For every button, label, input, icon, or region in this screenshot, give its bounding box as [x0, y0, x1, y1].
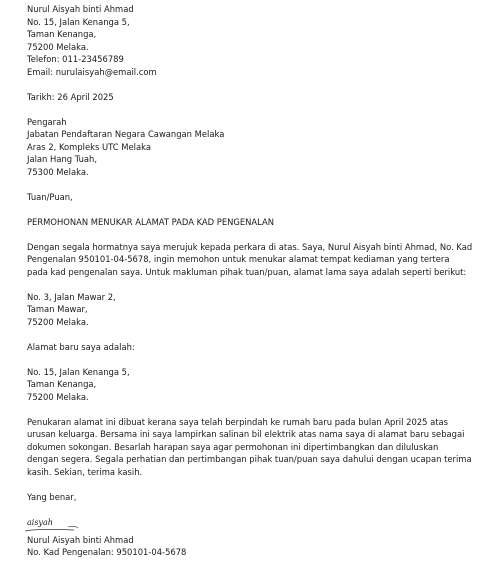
- old-address-line-3: 75200 Melaka.: [27, 316, 89, 327]
- sender-address-line-2: Taman Kenanga,: [27, 29, 97, 39]
- new-address-line-3: 75200 Melaka.: [27, 391, 89, 402]
- spacer: [27, 103, 495, 116]
- body-line: Dengan segala hormatnya saya merujuk kepada perkara di atas. Saya, Nurul Aisyah binti Ahmad, No. Kad: [27, 241, 473, 252]
- closing: Yang benar,: [27, 491, 77, 502]
- sender-address-line-1: No. 15, Jalan Kenanga 5,: [27, 16, 130, 27]
- sender-block: [27, 3, 495, 78]
- body-line: kasih. Sekian, terima kasih.: [27, 466, 143, 477]
- sender-address-line-3: 75200 Melaka.: [27, 41, 89, 52]
- spacer: [27, 353, 495, 366]
- new-address-line-2: Taman Kenanga,: [27, 379, 97, 389]
- body-line: Penukaran alamat ini dibuat kerana saya telah berpindah ke rumah baru pada bulan April 2025 atas: [27, 416, 449, 427]
- signoff-ic: No. Kad Pengenalan: 950101-04-5678: [27, 547, 187, 557]
- spacer: [27, 278, 495, 291]
- letter-date: Tarikh: 26 April 2025: [27, 91, 114, 102]
- body-line: urusan keluarga. Bersama ini saya lampirkan salinan bil elektrik atas nama saya di alamat baru sebagai: [27, 429, 465, 439]
- signature: [27, 517, 495, 534]
- recipient-line-2: Aras 2, Kompleks UTC Melaka: [27, 141, 151, 152]
- body-line: dengan segera. Segala perhatian dan pertimbangan pihak tuan/puan saya dahului dengan ucapan terima: [27, 454, 472, 464]
- recipient-line-1: Jabatan Pendaftaran Negara Cawangan Melaka: [27, 129, 225, 139]
- recipient-line-3: Jalan Hang Tuah,: [27, 154, 97, 164]
- spacer: [27, 503, 495, 516]
- body-line: dokumen sokongan. Besarlah harapan saya agar permohonan ini dipertimbangkan dan diluluskan: [27, 441, 439, 452]
- letter: [27, 3, 495, 559]
- signature-flourish-icon: [24, 517, 80, 534]
- old-address-line-2: Taman Mawar,: [27, 304, 88, 314]
- body-line: pada kad pengenalan saya. Untuk makluman pihak tuan/puan, alamat lama saya adalah seperti berikut:: [27, 266, 467, 277]
- new-address-intro: Alamat baru saya adalah:: [27, 341, 135, 352]
- signoff-name: Nurul Aisyah binti Ahmad: [27, 534, 134, 545]
- spacer: [27, 203, 495, 216]
- spacer: [27, 78, 495, 91]
- salutation: Tuan/Puan,: [27, 191, 73, 202]
- spacer: [27, 228, 495, 241]
- subject-line: PERMOHONAN MENUKAR ALAMAT PADA KAD PENGENALAN: [27, 216, 275, 227]
- spacer: [27, 403, 495, 416]
- new-address-block: [27, 366, 495, 404]
- signoff-block: [27, 534, 495, 559]
- body-paragraph-1: [27, 241, 495, 279]
- recipient-title: Pengarah: [27, 116, 67, 127]
- sender-email: Email: nurulaisyah@email.com: [27, 66, 157, 77]
- spacer: [27, 178, 495, 191]
- old-address-line-1: No. 3, Jalan Mawar 2,: [27, 291, 116, 302]
- recipient-line-4: 75300 Melaka.: [27, 166, 89, 177]
- sender-phone: Telefon: 011-23456789: [27, 54, 124, 64]
- body-paragraph-2: [27, 416, 495, 479]
- recipient-block: [27, 116, 495, 179]
- new-address-line-1: No. 15, Jalan Kenanga 5,: [27, 366, 130, 377]
- spacer: [27, 478, 495, 491]
- sender-name: Nurul Aisyah binti Ahmad: [27, 4, 134, 14]
- spacer: [27, 328, 495, 341]
- body-line: Pengenalan 950101-04-5678, ingin memohon untuk menukar alamat tempat kediaman yang tertera: [27, 254, 450, 264]
- old-address-block: [27, 291, 495, 329]
- signature-text: aisyah: [27, 517, 53, 527]
